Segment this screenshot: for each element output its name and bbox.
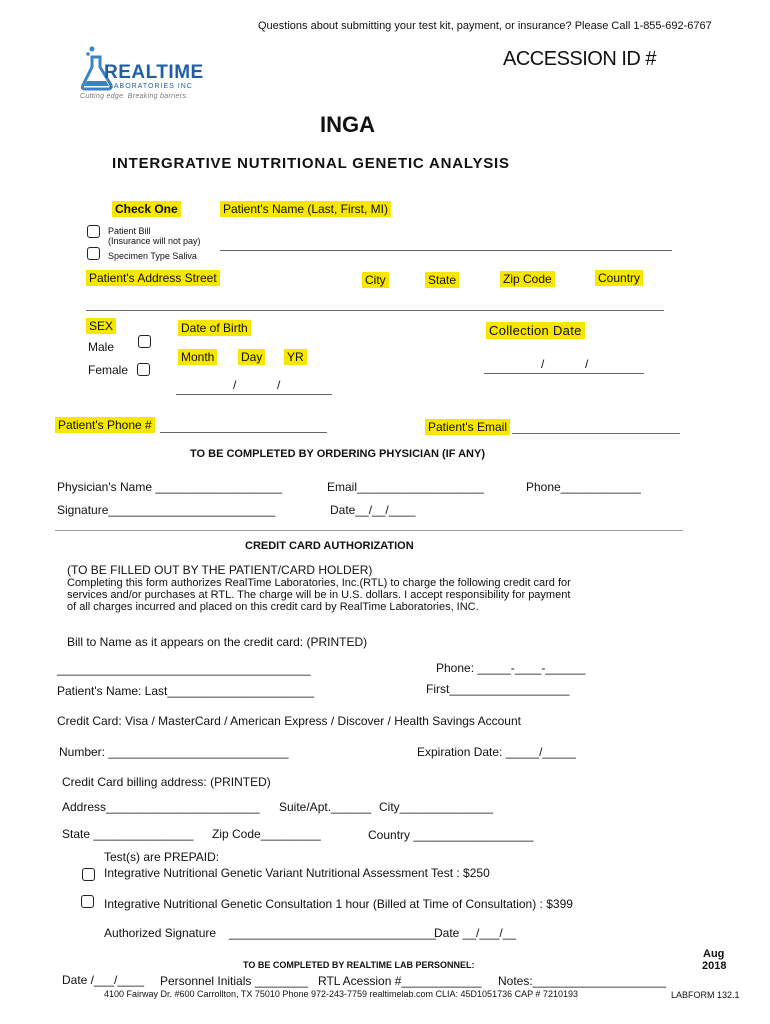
page-subtitle: INTERGRATIVE NUTRITIONAL GENETIC ANALYSIS	[112, 155, 510, 172]
credit-para-3: of all charges incurred and placed on this credit card by RealTime Laboratories, INC.	[67, 601, 479, 613]
card-number[interactable]: Number: ___________________________	[59, 745, 289, 759]
female-checkbox[interactable]	[137, 363, 150, 376]
cc-first-name[interactable]: First__________________	[426, 682, 570, 696]
logo-tagline: Cutting edge. Breaking barriers.	[80, 93, 189, 100]
billing-address[interactable]: Address_______________________	[62, 800, 260, 814]
company-logo	[78, 45, 208, 103]
billing-suite[interactable]: Suite/Apt.______	[279, 800, 372, 814]
email-label: Patient's Email	[425, 419, 510, 435]
form-number: LABFORM 132.1	[671, 990, 740, 1000]
dob-label: Date of Birth	[178, 320, 251, 336]
footer-year: 2018	[702, 960, 727, 972]
phone-line[interactable]	[160, 432, 327, 433]
female-label: Female	[88, 363, 129, 377]
lab-notes[interactable]: Notes:____________________	[498, 974, 667, 988]
billing-address-label: Credit Card billing address: (PRINTED)	[62, 775, 271, 789]
male-checkbox[interactable]	[138, 335, 151, 348]
collection-slash-1: /	[541, 357, 545, 371]
credit-holder-note: (TO BE FILLED OUT BY THE PATIENT/CARD HOLDER)	[67, 563, 373, 577]
billing-zip[interactable]: Zip Code_________	[212, 827, 321, 841]
billing-state[interactable]: State _______________	[62, 827, 194, 841]
zip-label: Zip Code	[500, 271, 555, 287]
cc-patient-name[interactable]: Patient's Name: Last______________________	[57, 684, 315, 698]
address-line[interactable]	[86, 310, 664, 311]
patient-name-line[interactable]	[220, 250, 672, 251]
specimen-label: Specimen Type Saliva	[108, 251, 197, 261]
lab-heading: TO BE COMPLETED BY REALTIME LAB PERSONNEL:	[243, 960, 475, 970]
collection-date-line[interactable]	[484, 373, 644, 374]
sex-label: SEX	[86, 318, 116, 334]
dob-slash-1: /	[233, 378, 237, 392]
credit-para-2: services and/or purchases at RTL. The charge will be in U.S. dollars. I accept responsibility for payment	[67, 589, 571, 601]
bill-to-label: Bill to Name as it appears on the credit card: (PRINTED)	[67, 635, 368, 649]
physician-heading: TO BE COMPLETED BY ORDERING PHYSICIAN (IF ANY)	[190, 448, 485, 460]
test1-checkbox[interactable]	[82, 868, 95, 881]
male-label: Male	[88, 340, 115, 354]
card-types: Credit Card: Visa / MasterCard / American Express / Discover / Health Savings Account	[57, 714, 521, 728]
physician-date[interactable]: Date__/__/____	[330, 503, 416, 517]
specimen-checkbox[interactable]	[87, 247, 100, 260]
collection-slash-2: /	[585, 357, 589, 371]
credit-heading: CREDIT CARD AUTHORIZATION	[245, 540, 414, 552]
billing-country[interactable]: Country __________________	[368, 828, 534, 842]
dob-slash-2: /	[277, 378, 281, 392]
bill-to-line[interactable]: ______________________________________	[57, 662, 311, 676]
check-one-label: Check One	[112, 201, 181, 217]
prepaid-label: Test(s) are PREPAID:	[104, 850, 220, 864]
test2-checkbox[interactable]	[81, 895, 94, 908]
physician-phone[interactable]: Phone____________	[526, 480, 641, 494]
state-label: State	[425, 272, 459, 288]
cc-phone[interactable]: Phone: _____-____-______	[436, 661, 586, 675]
logo-name: REALTIME	[104, 62, 204, 83]
page-title: INGA	[320, 112, 375, 137]
contact-line: Questions about submitting your test kit, payment, or insurance? Please Call 1-855-692-6767	[258, 20, 712, 32]
billing-city[interactable]: City______________	[379, 800, 494, 814]
lab-date[interactable]: Date /___/____	[62, 973, 145, 987]
phone-label: Patient's Phone #	[55, 417, 155, 433]
physician-signature[interactable]: Signature_________________________	[57, 503, 276, 517]
footer-month: Aug	[703, 948, 725, 960]
patient-bill-label: Patient Bill	[108, 226, 151, 236]
insurance-note: (Insurance will not pay)	[108, 236, 201, 246]
section-divider	[55, 530, 683, 531]
collection-date-label: Collection Date	[486, 322, 585, 339]
patient-name-label: Patient's Name (Last, First, MI)	[220, 201, 391, 217]
logo-sub: LABORATORIES INC	[109, 83, 193, 90]
email-line[interactable]	[512, 433, 680, 434]
test1-label: Integrative Nutritional Genetic Variant Nutritional Assessment Test : $250	[104, 866, 490, 880]
footer-address: 4100 Fairway Dr. #600 Carrollton, TX 75010 Phone 972-243-7759 realtimelab.com CLIA: 45D1051736 CAP # 7210193	[104, 989, 578, 999]
credit-para-1: Completing this form authorizes RealTime Laboratories, Inc.(RTL) to charge the following credit card for	[67, 577, 571, 589]
auth-signature-label: Authorized Signature	[104, 926, 217, 940]
month-label: Month	[178, 349, 217, 365]
dob-line[interactable]	[176, 394, 332, 395]
physician-name[interactable]: Physician's Name ___________________	[57, 480, 283, 494]
physician-email[interactable]: Email___________________	[327, 480, 484, 494]
lab-accession[interactable]: RTL Acession #____________	[318, 974, 482, 988]
address-label: Patient's Address Street	[86, 270, 220, 286]
test2-label: Integrative Nutritional Genetic Consultation 1 hour (Billed at Time of Consultation) : $399	[104, 897, 573, 911]
patient-bill-checkbox[interactable]	[87, 225, 100, 238]
lab-initials[interactable]: Personnel Initials ________	[160, 974, 309, 988]
auth-signature-line[interactable]: _______________________________	[229, 926, 436, 940]
year-label: YR	[284, 349, 307, 365]
city-label: City	[362, 272, 389, 288]
auth-date[interactable]: Date __/___/__	[434, 926, 517, 940]
day-label: Day	[238, 349, 265, 365]
accession-label: ACCESSION ID #	[503, 48, 657, 70]
card-expiration[interactable]: Expiration Date: _____/_____	[417, 745, 576, 759]
country-label: Country	[595, 270, 643, 286]
